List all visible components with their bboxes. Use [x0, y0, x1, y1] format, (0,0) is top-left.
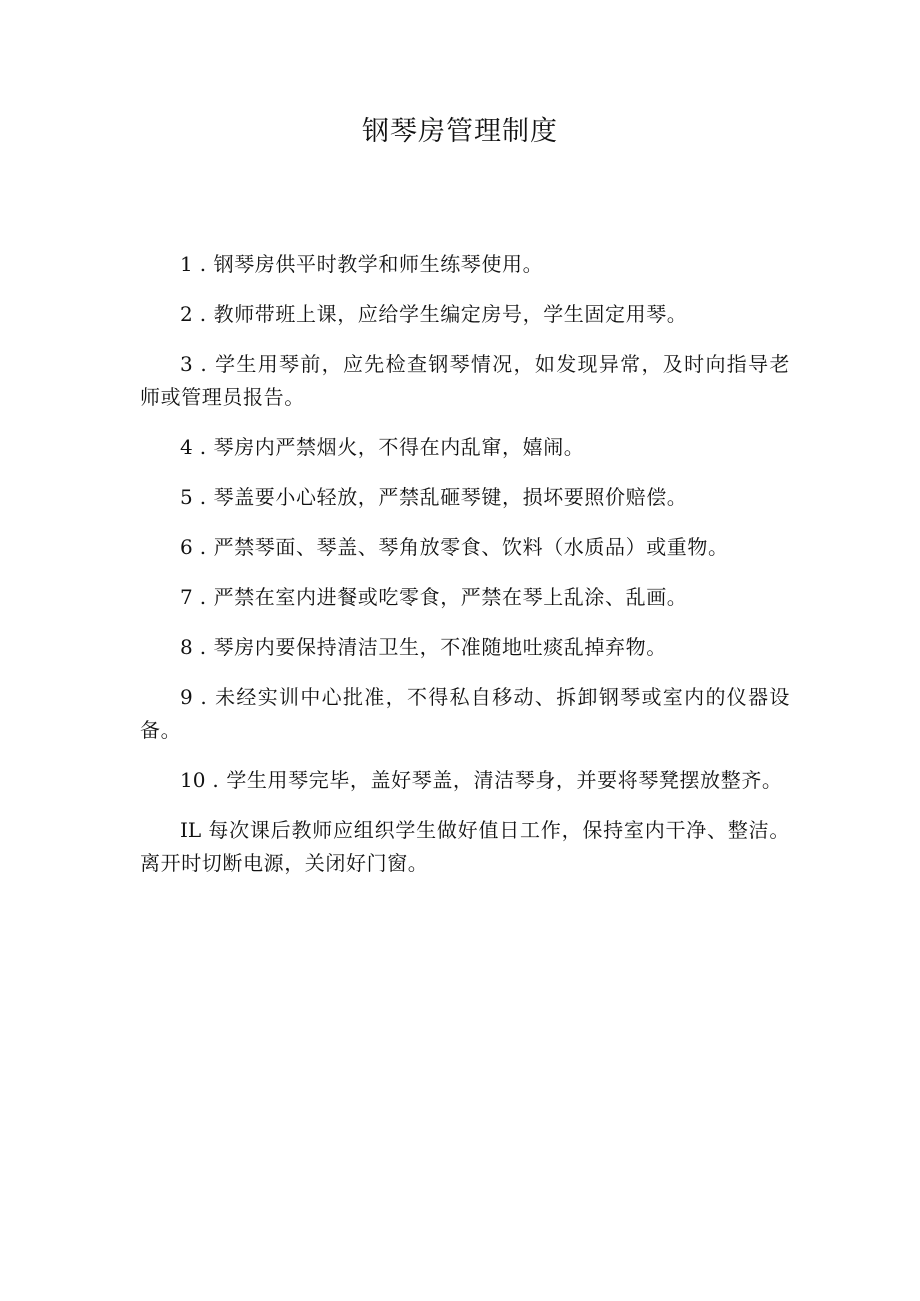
rule-text: 教师带班上课，应给学生编定房号，学生固定用琴。 — [213, 302, 688, 326]
rule-separator: . — [192, 685, 216, 709]
rule-separator: . — [205, 768, 227, 792]
rule-separator: . — [192, 485, 214, 509]
rule-item — [140, 764, 790, 797]
rule-number: 9 — [180, 685, 193, 709]
rule-text: 钢琴房供平时教学和师生练琴使用。 — [213, 252, 544, 276]
document-title: 钢琴房管理制度 — [362, 116, 558, 147]
rule-text: 严禁在室内进餐或吃零食，严禁在琴上乱涂、乱画。 — [213, 585, 688, 609]
rule-text: 未经实训中心批准，不得私自移动、拆卸钢琴或室内的仪器设备。 — [140, 685, 791, 742]
rule-number: 3 — [180, 352, 193, 376]
rule-number: 5 — [180, 485, 193, 509]
rule-text: 学生用琴前，应先检查钢琴情况，如发现异常，及时向指导老师或管理员报告。 — [140, 352, 791, 409]
rule-number: 6 — [180, 535, 193, 559]
rule-item — [140, 431, 790, 464]
rule-number: 4 — [180, 435, 193, 459]
rule-number: IL — [180, 818, 202, 842]
rule-item — [140, 481, 790, 514]
rule-item — [140, 681, 790, 747]
rule-text: 严禁琴面、琴盖、琴角放零食、饮料（水质品）或重物。 — [213, 535, 729, 559]
rule-text: 每次课后教师应组织学生做好值日工作，保持室内干净、整洁。离开时切断电源，关闭好门窗。 — [140, 818, 790, 875]
rule-number: 8 — [180, 635, 193, 659]
rules-list — [140, 248, 790, 897]
rule-item — [140, 631, 790, 664]
rule-item — [140, 531, 790, 564]
rule-separator: . — [192, 635, 214, 659]
rule-number: 1 — [180, 252, 193, 276]
rule-number: 10 — [180, 768, 206, 792]
rule-separator: . — [192, 352, 216, 376]
rule-separator: . — [192, 435, 214, 459]
rule-number: 7 — [180, 585, 193, 609]
rule-item — [140, 581, 790, 614]
rule-text: 学生用琴完毕，盖好琴盖，清洁琴身，并要将琴凳摆放整齐。 — [226, 768, 783, 792]
rule-text: 琴房内严禁烟火，不得在内乱窜，嬉闹。 — [213, 435, 585, 459]
rule-separator: . — [192, 252, 214, 276]
rule-item — [140, 298, 790, 331]
rule-separator: . — [192, 302, 214, 326]
rule-item — [140, 248, 790, 281]
rule-number: 2 — [180, 302, 193, 326]
rule-text: 琴盖要小心轻放，严禁乱砸琴键，损坏要照价赔偿。 — [213, 485, 688, 509]
rule-separator: . — [192, 585, 214, 609]
rule-text: 琴房内要保持清洁卫生，不准随地吐痰乱掉弃物。 — [213, 635, 667, 659]
rule-separator: . — [192, 535, 214, 559]
rule-item — [140, 814, 790, 880]
rule-item — [140, 348, 790, 414]
